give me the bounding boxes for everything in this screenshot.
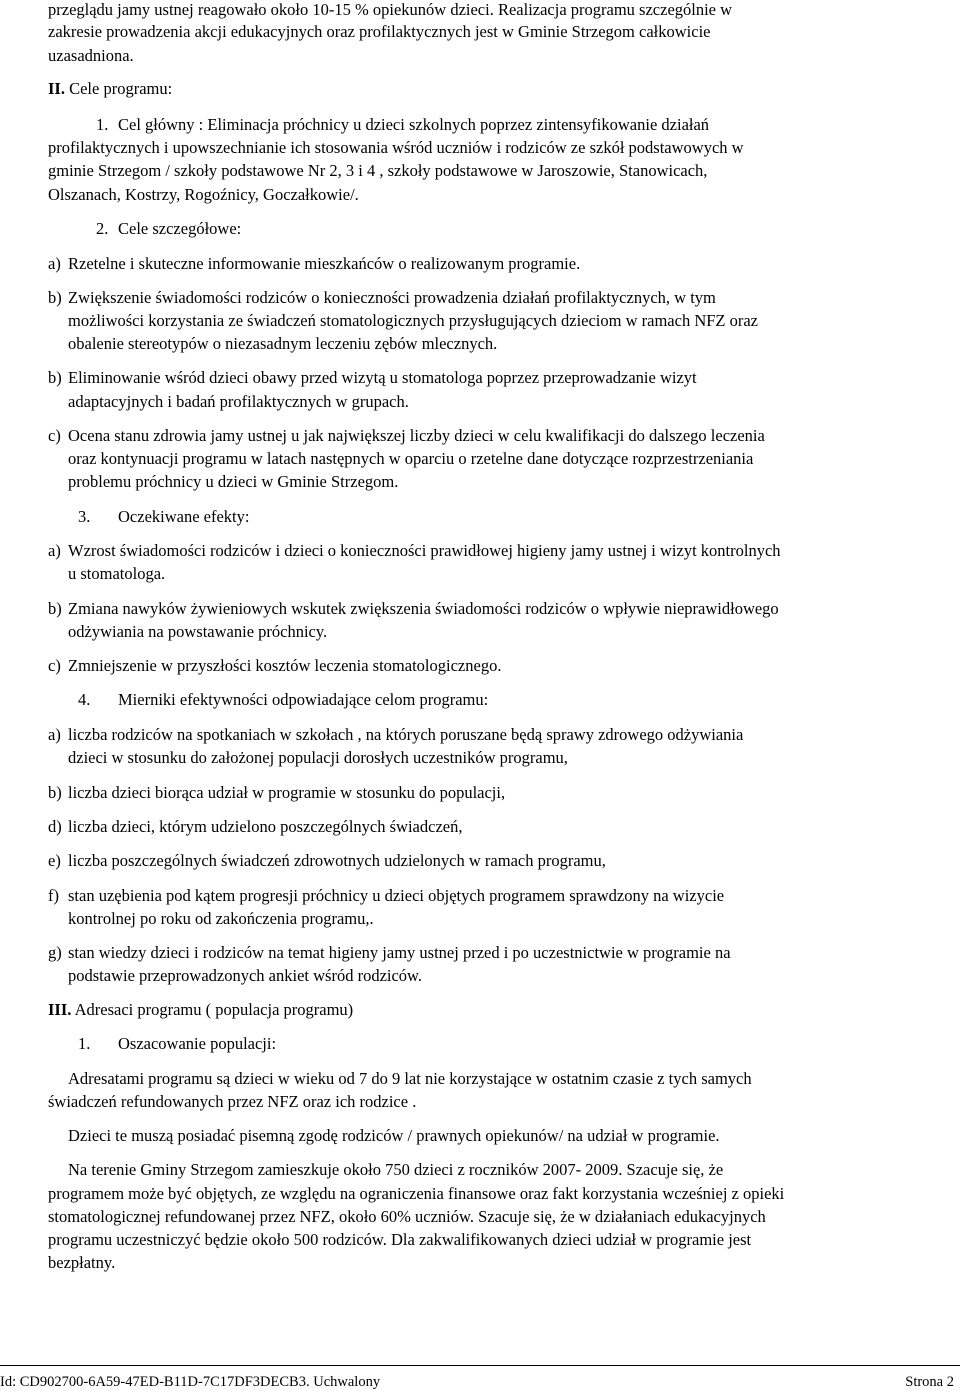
goal-3-item-a-line-2: u stomatologa. bbox=[68, 564, 166, 583]
goal-1-line-1: Cel główny : Eliminacja próchnicy u dzieci szkolnych poprzez zintensyfikowanie działań bbox=[118, 115, 710, 134]
goal-4-item-a-label: a) bbox=[48, 725, 61, 744]
section-2-title: Cele programu: bbox=[69, 79, 173, 98]
goal-4-item-f-line-2: kontrolnej po roku od zakończenia programu,. bbox=[68, 909, 374, 928]
section-3-numeral: III. bbox=[48, 1000, 72, 1019]
section-3-p3-line-1: Na terenie Gminy Strzegom zamieszkuje około 750 dzieci z roczników 2007- 2009. Szacuje się, że bbox=[68, 1160, 724, 1179]
goal-2-item-b-line-3: obalenie stereotypów o niezasadnym leczeniu zębów mlecznych. bbox=[68, 334, 498, 353]
section-3-title: Adresaci programu ( populacja programu) bbox=[74, 1000, 354, 1019]
goal-4-item-g-line-2: podstawie przeprowadzonych ankiet wśród rodziców. bbox=[68, 966, 423, 985]
goal-4-item-f-label: f) bbox=[48, 886, 59, 905]
goal-2-item-b-line-1: Zwiększenie świadomości rodziców o konieczności prowadzenia działań profilaktycznych, w tym bbox=[68, 288, 716, 307]
goal-2-title: Cele szczegółowe: bbox=[118, 219, 242, 238]
goal-1-line-2: profilaktycznych i upowszechnianie ich stosowania wśród uczniów i rodziców ze szkół podstawowych w bbox=[48, 138, 744, 157]
goal-2-item-b-label: b) bbox=[48, 288, 62, 307]
goal-2-item-b-line-2: możliwości korzystania ze świadczeń stomatologicznych przysługujących dzieciom w ramach NFZ oraz bbox=[68, 311, 759, 330]
goal-2-number: 2. bbox=[96, 219, 109, 238]
intro-line-2: zakresie prowadzenia akcji edukacyjnych oraz profilaktycznych jest w Gminie Strzegom całkowicie bbox=[48, 22, 711, 41]
goal-4-number: 4. bbox=[78, 690, 91, 709]
section-3-p3-line-2: programem może być objętych, ze względu na ograniczenia finansowe oraz fakt korzystania wcześniej z opieki bbox=[48, 1184, 785, 1203]
goal-4-item-a-line-2: dzieci w stosunku do założonej populacji dorosłych uczestników programu, bbox=[68, 748, 568, 767]
goal-1-line-4: Olszanach, Kostrzy, Rogoźnicy, Goczałkowie/. bbox=[48, 185, 359, 204]
goal-2-item-c-line-3: problemu próchnicy u dzieci w Gminie Strzegom. bbox=[68, 472, 399, 491]
goal-4-title: Mierniki efektywności odpowiadające celom programu: bbox=[118, 690, 489, 709]
section-3-p1-line-2: świadczeń refundowanych przez NFZ oraz ich rodzice . bbox=[48, 1092, 417, 1111]
goal-3-item-c-line-1: Zmniejszenie w przyszłości kosztów leczenia stomatologicznego. bbox=[68, 656, 502, 675]
goal-4-item-d-line-1: liczba dzieci, którym udzielono poszczególnych świadczeń, bbox=[68, 817, 463, 836]
goal-2-item-b2-label: b) bbox=[48, 368, 62, 387]
footer-page-number: Strona 2 bbox=[905, 1374, 954, 1390]
goal-3-title: Oczekiwane efekty: bbox=[118, 507, 250, 526]
goal-4-item-b-label: b) bbox=[48, 783, 62, 802]
goal-4-item-f-line-1: stan uzębienia pod kątem progresji próchnicy u dzieci objętych programem sprawdzony na wizycie bbox=[68, 886, 725, 905]
goal-2-item-a-label: a) bbox=[48, 254, 61, 273]
section-3-sub-1-title: Oszacowanie populacji: bbox=[118, 1034, 277, 1053]
section-3-p1-line-1: Adresatami programu są dzieci w wieku od 7 do 9 lat nie korzystające w ostatnim czasie z tych samych bbox=[68, 1069, 752, 1088]
goal-4-item-g-label: g) bbox=[48, 943, 62, 962]
section-3-p3-line-3: stomatologicznej refundowanej przez NFZ, około 60% uczniów. Szacuje się, że w działaniach edukacyjnych bbox=[48, 1207, 766, 1226]
section-3-p2-line-1: Dzieci te muszą posiadać pisemną zgodę rodziców / prawnych opiekunów/ na udział w programie. bbox=[68, 1126, 720, 1145]
goal-3-item-b-line-2: odżywiania na powstawanie próchnicy. bbox=[68, 622, 328, 641]
goal-1-line-3: gminie Strzegom / szkoły podstawowe Nr 2, 3 i 4 , szkoły podstawowe w Jaroszowie, Stanowicach, bbox=[48, 161, 708, 180]
goal-4-item-g-line-1: stan wiedzy dzieci i rodziców na temat higieny jamy ustnej przed i po uczestnictwie w programie na bbox=[68, 943, 731, 962]
goal-4-item-b-line-1: liczba dzieci biorąca udział w programie w stosunku do populacji, bbox=[68, 783, 506, 802]
goal-2-item-a-line-1: Rzetelne i skuteczne informowanie mieszkańców o realizowanym programie. bbox=[68, 254, 581, 273]
intro-line-1: przeglądu jamy ustnej reagowało około 10-15 % opiekunów dzieci. Realizacja programu szczególnie w bbox=[48, 0, 733, 19]
section-3-p3-line-5: bezpłatny. bbox=[48, 1253, 116, 1272]
goal-3-item-c-label: c) bbox=[48, 656, 61, 675]
goal-4-item-e-line-1: liczba poszczególnych świadczeń zdrowotnych udzielonych w ramach programu, bbox=[68, 851, 606, 870]
goal-3-item-b-line-1: Zmiana nawyków żywieniowych wskutek zwiększenia świadomości rodziców o wpływie nieprawidłowego bbox=[68, 599, 779, 618]
goal-2-item-b2-line-2: adaptacyjnych i badań profilaktycznych w grupach. bbox=[68, 392, 409, 411]
goal-2-item-b2-line-1: Eliminowanie wśród dzieci obawy przed wizytą u stomatologa poprzez przeprowadzanie wizyt bbox=[68, 368, 697, 387]
goal-4-item-d-label: d) bbox=[48, 817, 62, 836]
goal-3-item-a-line-1: Wzrost świadomości rodziców i dzieci o konieczności prawidłowej higieny jamy ustnej i wizyt kontrolnych bbox=[68, 541, 781, 560]
section-3-sub-1-number: 1. bbox=[78, 1034, 91, 1053]
goal-4-item-a-line-1: liczba rodziców na spotkaniach w szkołach , na których poruszane będą sprawy zdrowego odżywiania bbox=[68, 725, 744, 744]
section-2-numeral: II. bbox=[48, 79, 65, 98]
footer-divider bbox=[0, 1365, 960, 1366]
goal-4-item-e-label: e) bbox=[48, 851, 61, 870]
footer-doc-id: Id: CD902700-6A59-47ED-B11D-7C17DF3DECB3. Uchwalony bbox=[0, 1374, 381, 1390]
section-3-p3-line-4: programu uczestniczyć będzie około 500 rodziców. Dla zakwalifikowanych dzieci udział w programie jest bbox=[48, 1230, 752, 1249]
intro-line-3: uzasadniona. bbox=[48, 46, 134, 65]
goal-3-number: 3. bbox=[78, 507, 91, 526]
goal-1-number: 1. bbox=[96, 115, 109, 134]
goal-2-item-c-line-2: oraz kontynuacji programu w latach następnych w oparciu o rzetelne dane dotyczące rozprzestrzeniania bbox=[68, 449, 754, 468]
goal-3-item-b-label: b) bbox=[48, 599, 62, 618]
section-3-heading bbox=[48, 1000, 353, 1020]
goal-2-item-c-label: c) bbox=[48, 426, 61, 445]
goal-2-item-c-line-1: Ocena stanu zdrowia jamy ustnej u jak największej liczby dzieci w celu kwalifikacji do dalszego leczenia bbox=[68, 426, 765, 445]
goal-3-item-a-label: a) bbox=[48, 541, 61, 560]
section-2-heading bbox=[48, 79, 172, 99]
